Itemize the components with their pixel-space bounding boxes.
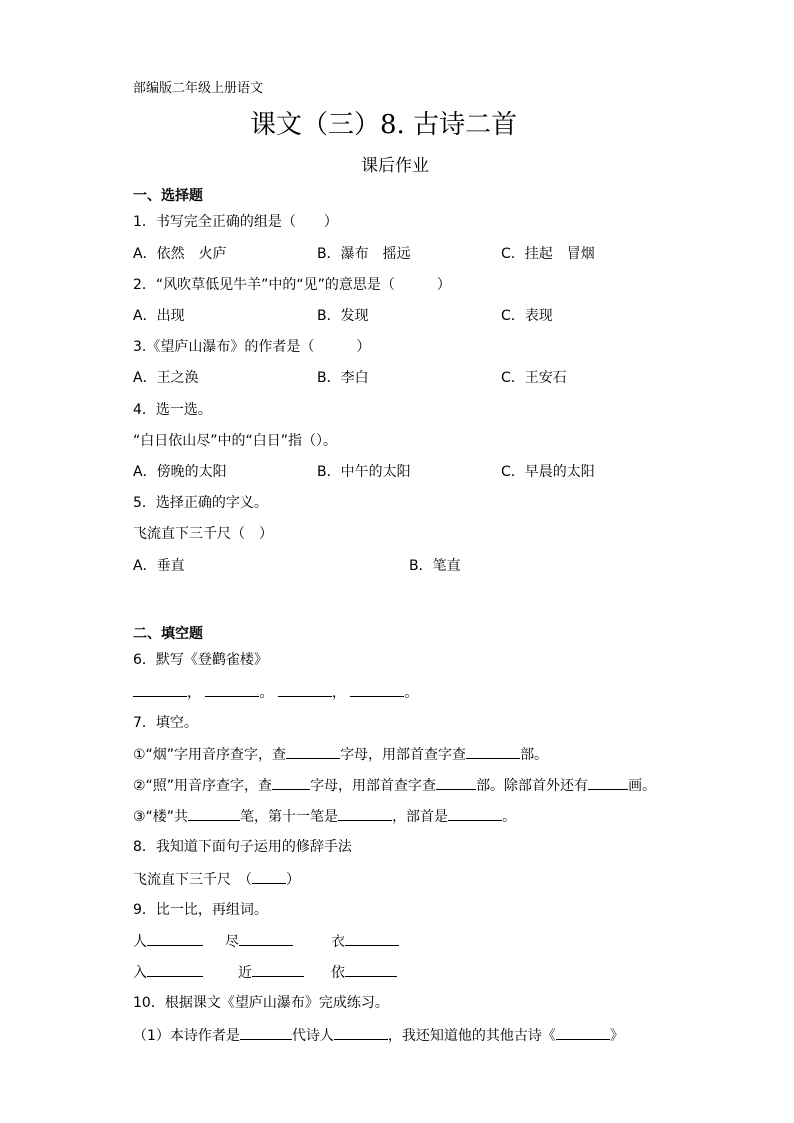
question-8-subprompt: 飞流直下三千尺 （ ） — [133, 869, 300, 890]
answer-blank[interactable] — [286, 744, 340, 759]
question-8-stem: 8．我知道下面句子运用的修辞手法 — [133, 839, 352, 855]
question-3-options — [0, 368, 794, 388]
answer-blank[interactable] — [338, 806, 392, 821]
answer-blank[interactable] — [448, 806, 502, 821]
option-a[interactable]: A．王之涣 — [133, 370, 199, 386]
question-7-stem: 7．填空。 — [133, 715, 198, 731]
option-b[interactable]: B．笔直 — [409, 558, 461, 574]
answer-blank[interactable] — [345, 931, 399, 946]
option-a[interactable]: A．出现 — [133, 308, 185, 324]
question-10-stem: 10．根据课文《望庐山瀑布》完成练习。 — [133, 995, 389, 1011]
option-c[interactable]: C．早晨的太阳 — [501, 464, 595, 480]
question-4-stem: 4．选一选。 — [133, 402, 212, 418]
page-title: 课文（三）8. 古诗二首 — [250, 110, 518, 140]
answer-blank[interactable] — [147, 962, 203, 977]
answer-blank[interactable] — [272, 775, 310, 790]
grade-label: 部编版二年级上册语文 — [133, 81, 264, 96]
question-1-options — [0, 244, 794, 264]
page-subtitle: 课后作业 — [361, 156, 429, 176]
option-a[interactable]: A．垂直 — [133, 558, 185, 574]
section-heading-choice: 一、选择题 — [133, 188, 203, 204]
option-b[interactable]: B．瀑布 摇远 — [317, 246, 411, 262]
question-9-stem: 9．比一比，再组词。 — [133, 902, 268, 918]
answer-blank[interactable] — [588, 775, 628, 790]
question-9-row-1: 人 — [133, 931, 203, 952]
question-6-blanks: ， 。 ， 。 — [133, 682, 418, 703]
question-9-row-2b: 近 — [238, 962, 304, 983]
answer-blank[interactable] — [436, 775, 476, 790]
answer-blank[interactable] — [205, 682, 259, 697]
answer-blank[interactable] — [252, 962, 304, 977]
section-heading-fill: 二、填空题 — [133, 626, 203, 642]
question-3-stem: 3.《望庐山瀑布》的作者是（ ） — [133, 339, 371, 355]
question-2-stem: 2．“风吹草低见牛羊”中的“见”的意思是（ ） — [133, 277, 451, 293]
answer-blank[interactable] — [147, 931, 203, 946]
question-4-options — [0, 462, 794, 482]
option-b[interactable]: B．发现 — [317, 308, 369, 324]
answer-blank[interactable] — [252, 869, 286, 884]
answer-blank[interactable] — [345, 962, 397, 977]
answer-blank[interactable] — [556, 1025, 610, 1040]
question-6-stem: 6．默写《登鹳雀楼》 — [133, 652, 268, 668]
answer-blank[interactable] — [188, 806, 240, 821]
question-9-row-2c: 依 — [331, 962, 397, 983]
question-4-subprompt: “白日依山尽”中的“白日”指（）。 — [133, 433, 338, 449]
question-10-line-1: （1）本诗作者是 代诗人 ，我还知道他的其他古诗《 》 — [133, 1025, 624, 1046]
option-c[interactable]: C．王安石 — [501, 370, 567, 386]
answer-blank[interactable] — [466, 744, 520, 759]
option-a[interactable]: A．傍晚的太阳 — [133, 464, 227, 480]
question-9-row-2: 入 — [133, 962, 203, 983]
option-b[interactable]: B．李白 — [317, 370, 369, 386]
question-9-row-1b: 尽 — [225, 931, 293, 952]
question-2-options — [0, 306, 794, 326]
question-5-options — [0, 556, 794, 576]
question-1-stem: 1．书写完全正确的组是（ ） — [133, 214, 338, 230]
question-9-row-1c: 衣 — [331, 931, 399, 952]
answer-blank[interactable] — [334, 1025, 388, 1040]
answer-blank[interactable] — [133, 682, 187, 697]
answer-blank[interactable] — [240, 1025, 292, 1040]
question-5-subprompt: 飞流直下三千尺（ ） — [133, 526, 273, 542]
option-c[interactable]: C．表现 — [501, 308, 553, 324]
question-5-stem: 5．选择正确的字义。 — [133, 495, 268, 511]
option-b[interactable]: B．中午的太阳 — [317, 464, 411, 480]
question-7-line-1: ①“烟”字用音序查字，查 字母，用部首查字查 部。 — [133, 744, 548, 765]
answer-blank[interactable] — [239, 931, 293, 946]
option-a[interactable]: A．依然 火庐 — [133, 246, 227, 262]
answer-blank[interactable] — [278, 682, 332, 697]
question-7-line-3: ③“楼”共 笔，第十一笔是 ，部首是 。 — [133, 806, 516, 827]
answer-blank[interactable] — [350, 682, 404, 697]
question-7-line-2: ②“照”用音序查字，查 字母，用部首查字查 部。除部首外还有 画。 — [133, 775, 656, 796]
option-c[interactable]: C．挂起 冒烟 — [501, 246, 595, 262]
